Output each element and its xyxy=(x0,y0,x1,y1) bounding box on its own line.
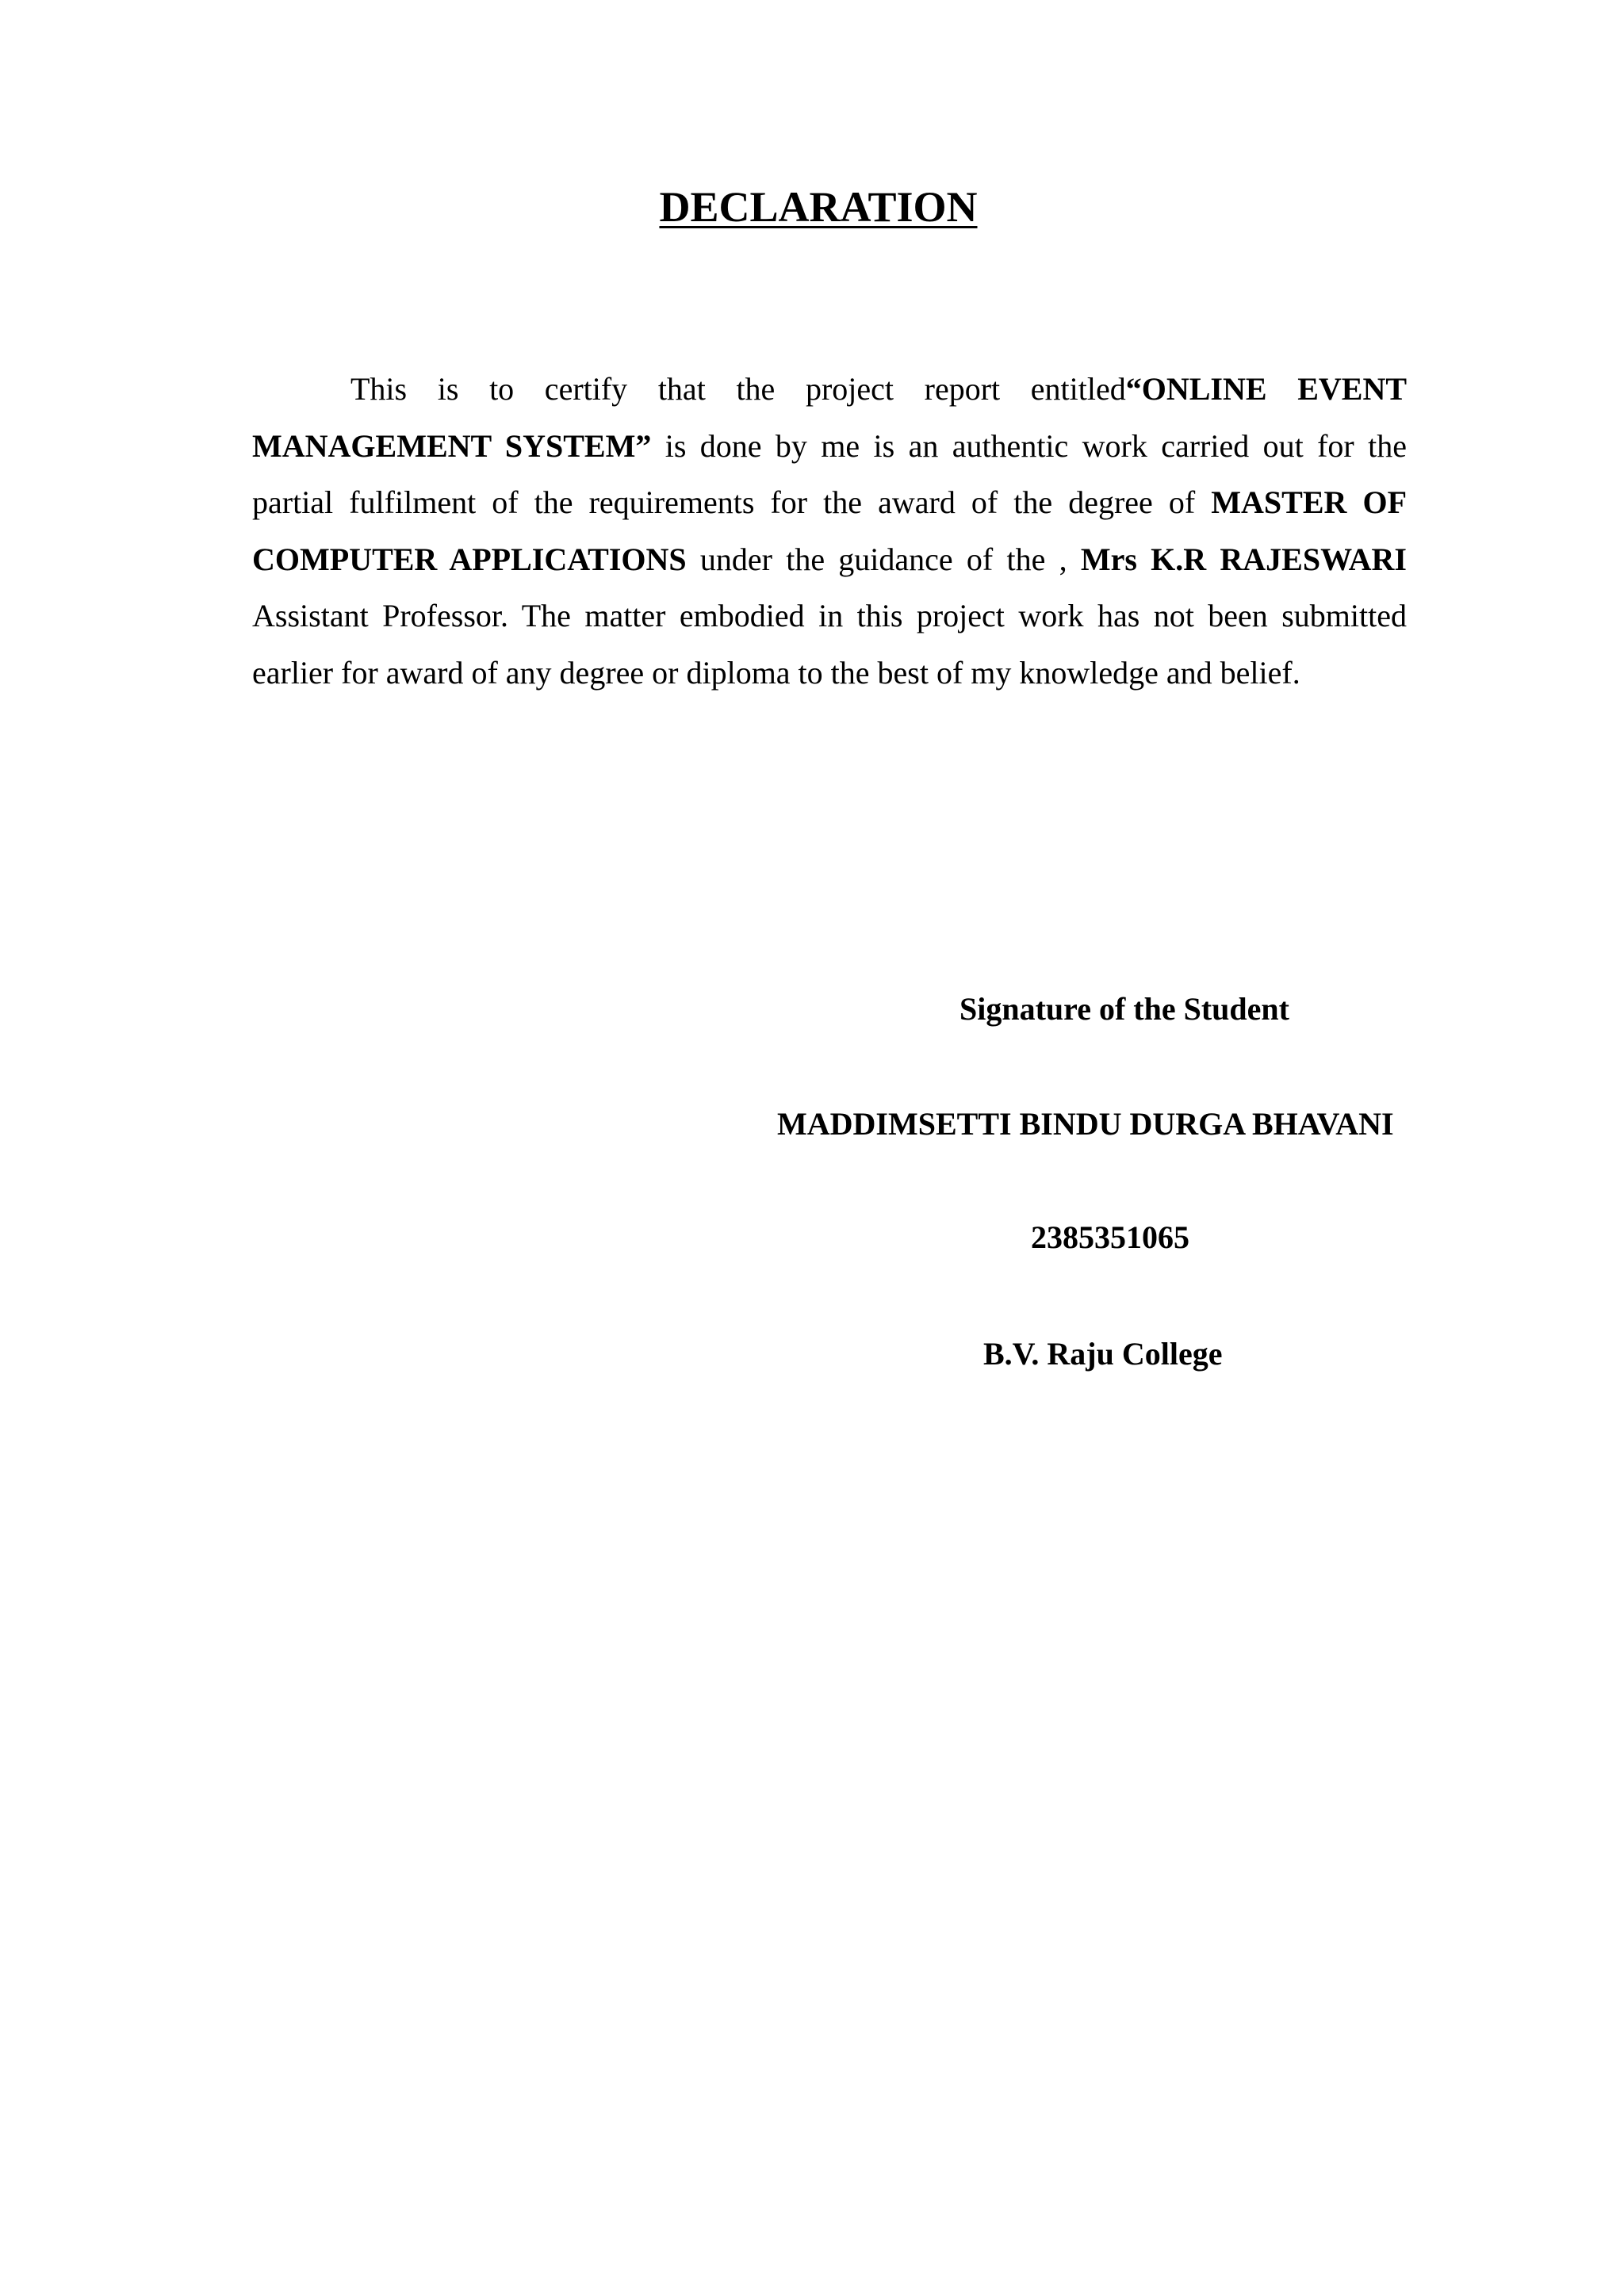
page-title: DECLARATION xyxy=(659,183,978,231)
student-name: MADDIMSETTI BINDU DURGA BHAVANI xyxy=(777,1106,1394,1142)
paragraph-text-3: under the guidance of the , xyxy=(686,541,1081,577)
college-name: B.V. Raju College xyxy=(983,1336,1223,1372)
paragraph-text-4: Assistant Professor. The matter embodied in this project work has not been submitted earlier for award of any degree or diploma to the best of my knowledge and belief. xyxy=(252,598,1407,691)
project-title: “ONLINE EVENT MANAGEMENT SYSTEM” xyxy=(252,371,1408,464)
degree-name: MASTER OF COMPUTER APPLICATIONS xyxy=(252,484,1407,577)
signature-label: Signature of the Student xyxy=(959,991,1289,1027)
guide-name: Mrs K.R RAJESWARI xyxy=(1080,541,1407,577)
paragraph-text-2: is done by me is an authentic work carried out for the partial fulfilment of the requirements for the award of the degree of xyxy=(252,427,1407,520)
declaration-paragraph xyxy=(252,361,1407,701)
roll-number: 2385351065 xyxy=(1031,1219,1189,1255)
paragraph-text-1: This is to certify that the project report entitled xyxy=(350,371,1126,407)
